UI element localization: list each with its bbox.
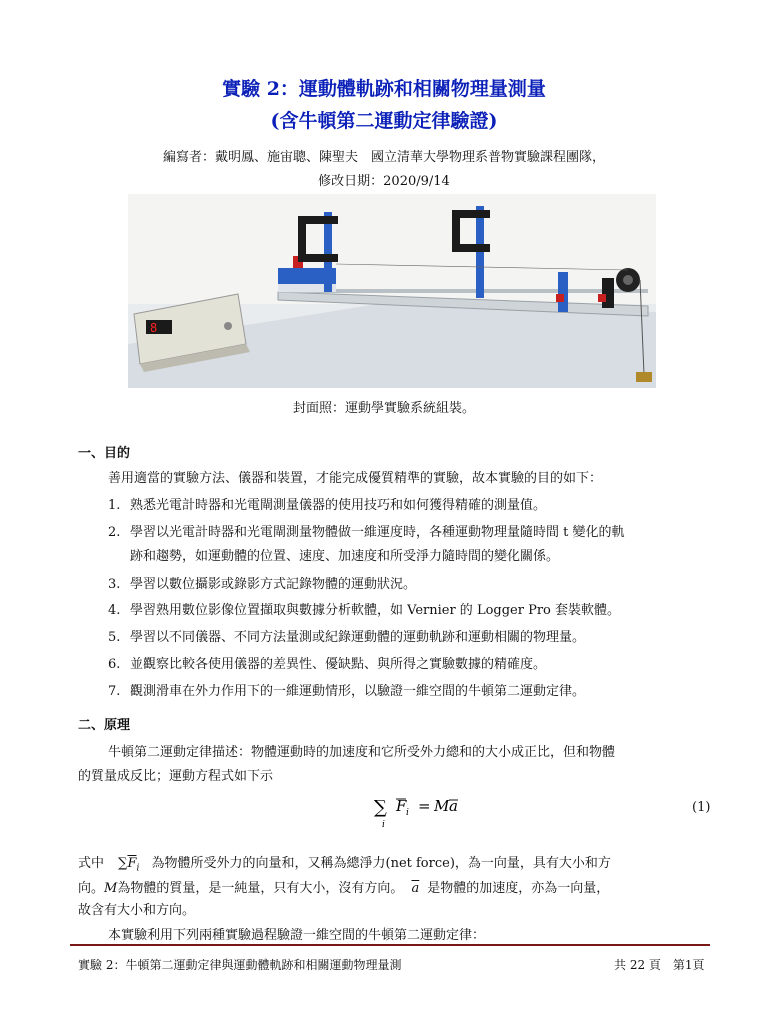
- principle-para2-line1: [78, 852, 611, 874]
- svg-text:F: F: [396, 797, 407, 815]
- para2-text: 為物體所受外力的向量和，又稱為總淨力(net force)，為一向量，具有大小和方: [151, 856, 611, 871]
- list-number: 3.: [108, 577, 121, 592]
- list-item-continuation: 跡和趨勢，如運動體的位置、速度、加速度和所受淨力隨時間的變化關係。: [130, 549, 560, 564]
- principle-para2-line2: [78, 877, 609, 896]
- page-number: 共 22 頁 第1頁: [614, 958, 705, 972]
- para2-lead: 式中: [78, 856, 105, 871]
- para2-line2-lead: 向。: [78, 881, 105, 896]
- para2-line2-mid: 為物體的質量，是一純量，只有大小，沒有方向。: [117, 881, 404, 896]
- list-item: [108, 680, 585, 699]
- revision-date: 修改日期：2020/9/14: [318, 174, 450, 189]
- newton-second-law-equation: [370, 793, 570, 833]
- list-text: 學習以光電計時器和光電閘測量物體做一維運度時，各種運動物理量隨時間 t 變化的軌: [130, 525, 625, 540]
- svg-text:a: a: [449, 797, 458, 815]
- list-text: 觀測滑車在外力作用下的一維運動情形，以驗證一維空間的牛頓第二運動定律。: [130, 684, 586, 699]
- principle-para1-line1: 牛頓第二運動定律描述：物體運動時的加速度和它所受外力總和的大小成正比，但和物體: [108, 745, 616, 760]
- section2-heading: 二、原理: [78, 718, 131, 733]
- list-number: 7.: [108, 684, 121, 699]
- list-number: 2.: [108, 525, 121, 540]
- acceleration-symbol: $\overline{a}$: [411, 881, 420, 896]
- footer-title: 實驗 2：牛頓第二運動定律與運動體軌跡和相關運動物理量測: [78, 958, 402, 972]
- list-item: [108, 494, 546, 513]
- document-title: 實驗 2：運動體軌跡和相關物理量測量: [222, 78, 546, 100]
- section1-intro: 善用適當的實驗方法、儀器和裝置，才能完成優質精準的實驗，故本實驗的目的如下：: [108, 471, 603, 486]
- list-text: 熟悉光電計時器和光電閘測量儀器的使用技巧和如何獲得精確的測量值。: [130, 498, 547, 513]
- list-text: 學習以不同儀器、不同方法量測或紀錄運動體的運動軌跡和運動相關的物理量。: [130, 630, 586, 645]
- list-item: [108, 626, 585, 645]
- principle-para1-line2: 的質量成反比；運動方程式如下示: [78, 769, 274, 784]
- authors-line: 編寫者：戴明鳳、施宙聰、陳聖夫 國立清華大學物理系普物實驗課程團隊，: [162, 150, 605, 165]
- list-text: 學習熟用數位影像位置擷取與數據分析軟體，如 Vernier 的 Logger Pro 套裝軟體。: [130, 603, 621, 618]
- principle-para3: 本實驗利用下列兩種實驗過程驗證一維空間的牛頓第二運動定律：: [108, 928, 486, 943]
- cover-photo-apparatus: [128, 194, 656, 388]
- document-subtitle: (含牛頓第二運動定律驗證): [270, 110, 498, 132]
- mass-symbol: M: [104, 881, 118, 896]
- para2-line2-tail: 是物體的加速度，亦為一向量，: [427, 881, 610, 896]
- list-text: 並觀察比較各使用儀器的差異性、優缺點、與所得之實驗數據的精確度。: [130, 657, 547, 672]
- principle-para2-line3: 故含有大小和方向。: [78, 903, 196, 918]
- list-text: 學習以數位攝影或錄影方式記錄物體的運動狀況。: [130, 577, 417, 592]
- section1-heading: 一、目的: [78, 446, 131, 461]
- svg-text:=: =: [418, 797, 431, 815]
- list-number: 6.: [108, 657, 121, 672]
- footer-divider: [70, 944, 710, 946]
- svg-text:∑: ∑: [374, 797, 387, 818]
- svg-text:i: i: [406, 808, 409, 818]
- list-item: [108, 599, 620, 618]
- list-item: [108, 573, 416, 592]
- timer-display: 8: [150, 321, 158, 335]
- list-number: 4.: [108, 603, 121, 618]
- svg-text:M: M: [434, 797, 450, 815]
- photo-caption: 封面照：運動學實驗系統組裝。: [292, 401, 475, 416]
- list-number: 5.: [108, 630, 121, 645]
- list-number: 1.: [108, 498, 121, 513]
- net-force-symbol: $\sum\overline{F}_i$: [118, 856, 140, 874]
- list-item: [108, 653, 546, 672]
- svg-text:i: i: [382, 820, 385, 830]
- list-item: [108, 521, 625, 540]
- equation-number: (1): [692, 800, 711, 815]
